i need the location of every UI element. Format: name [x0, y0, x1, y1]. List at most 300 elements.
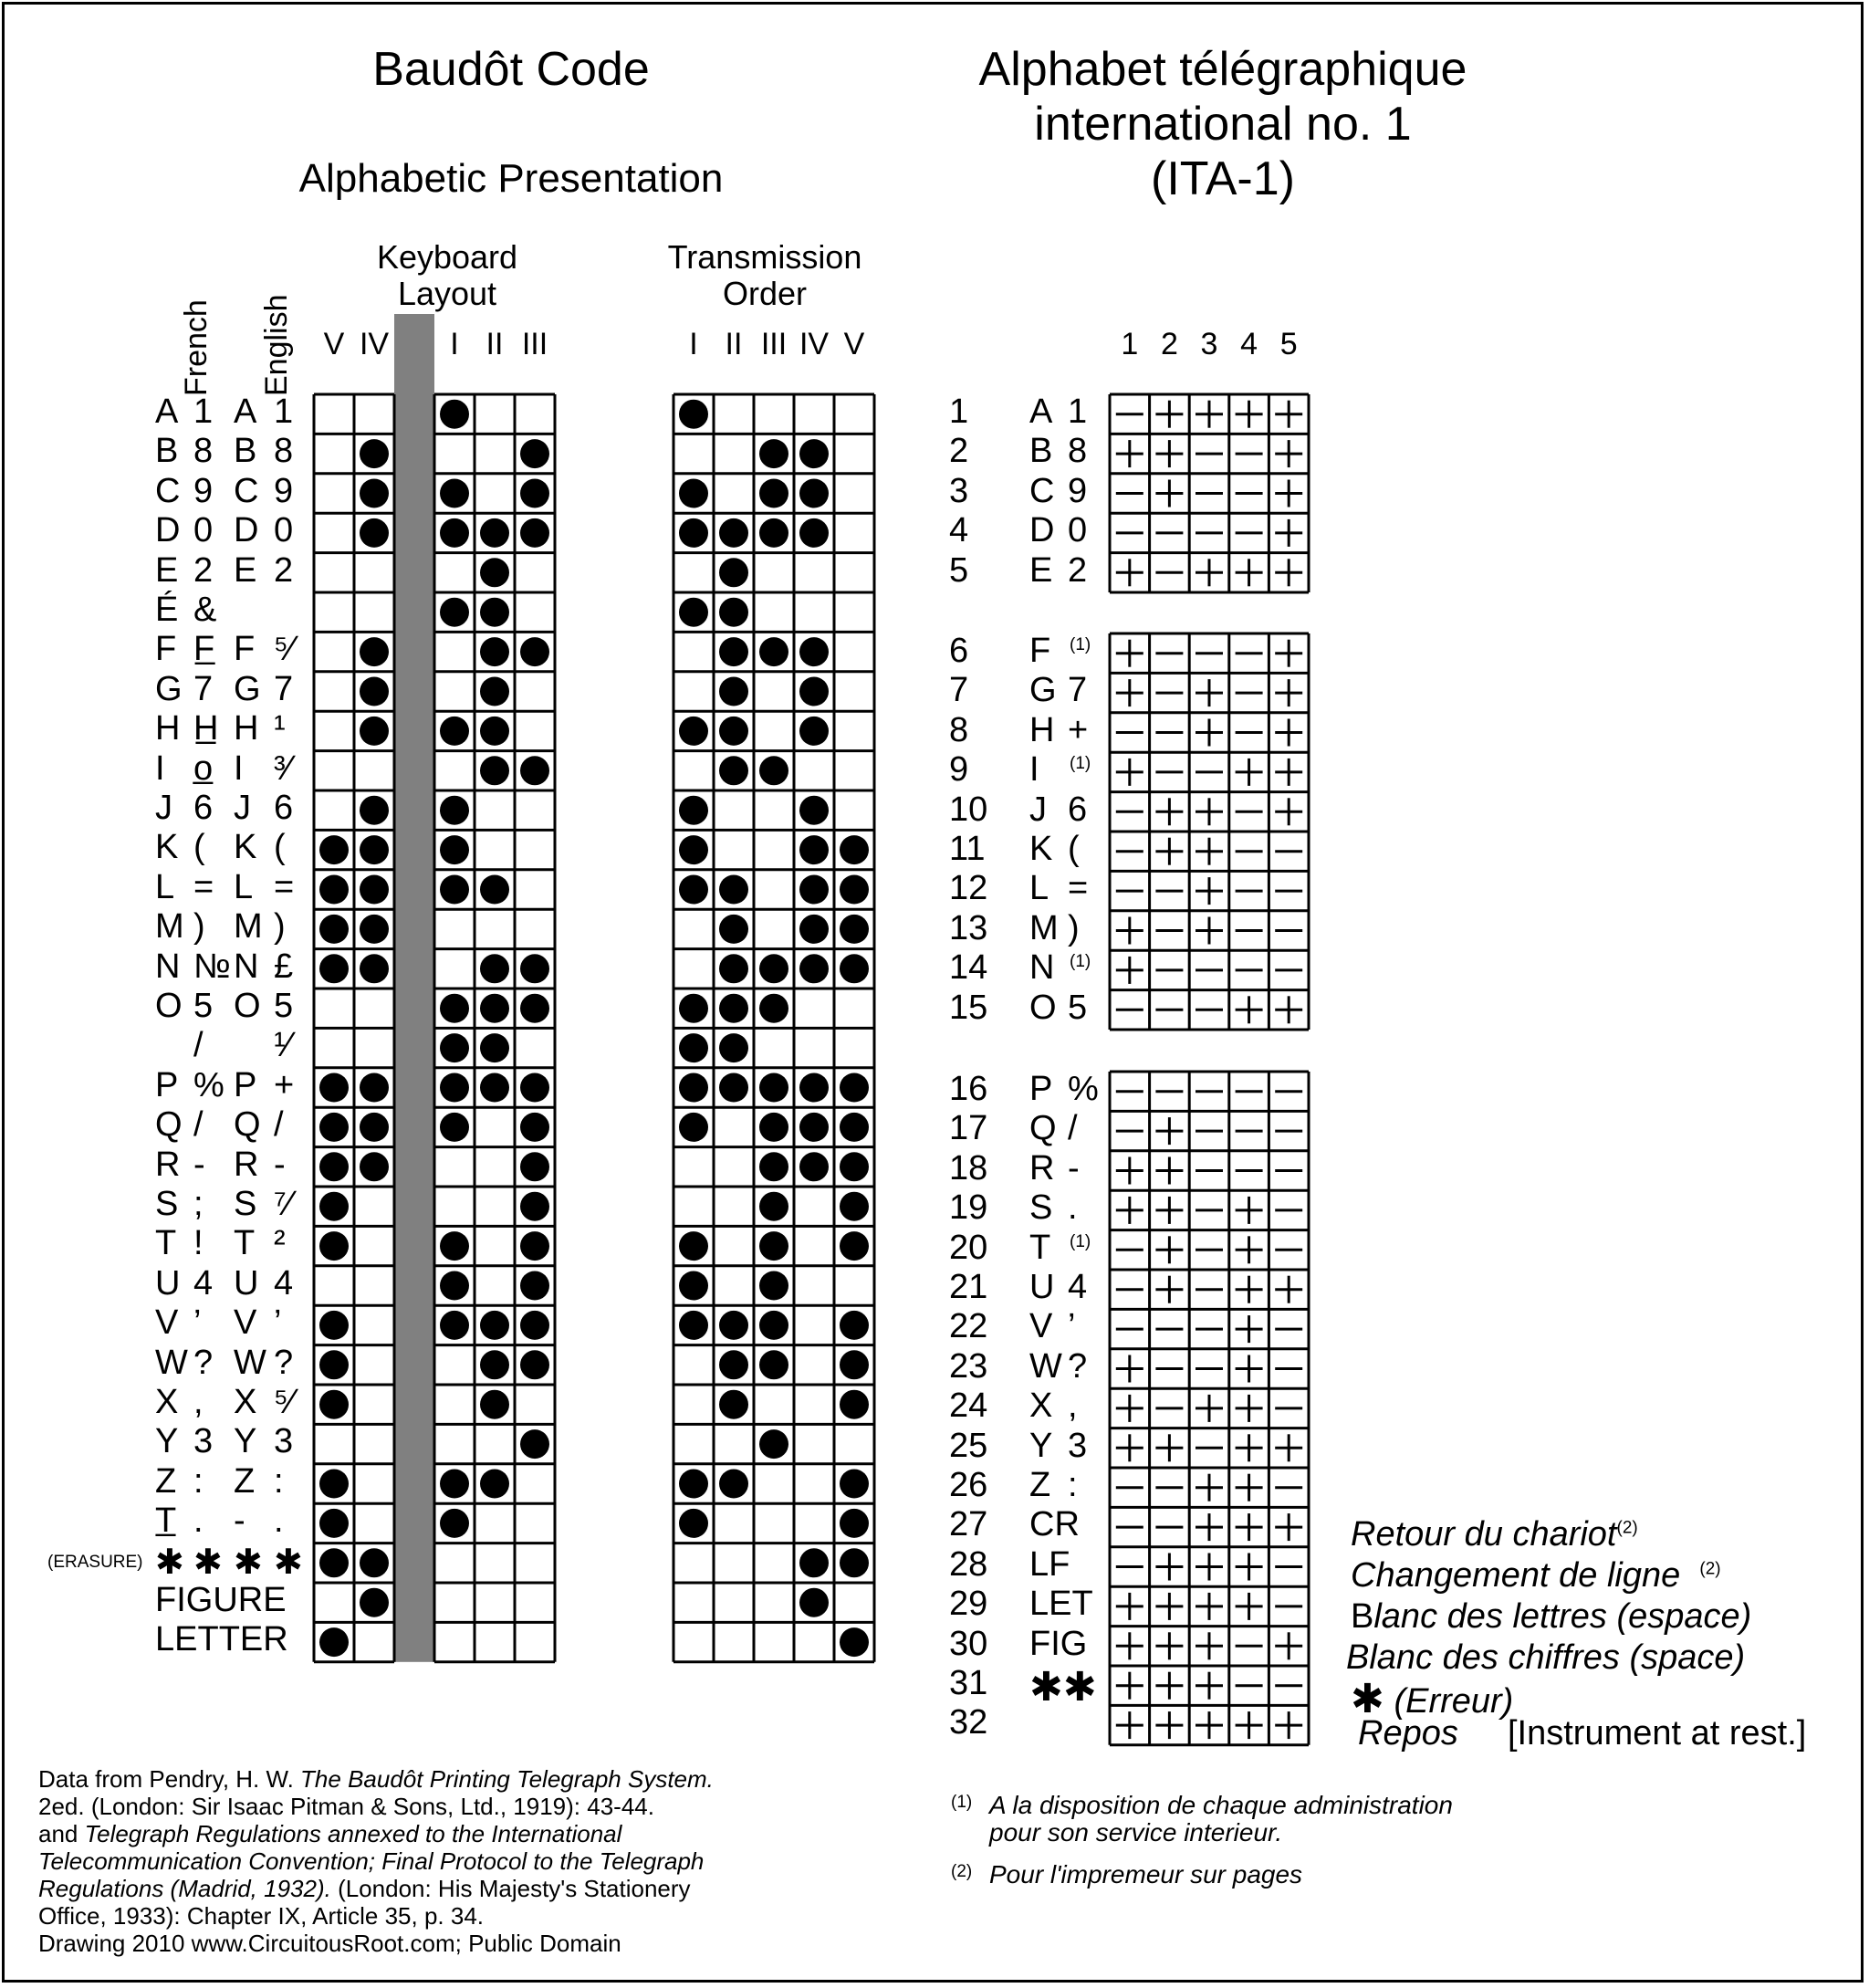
- french-letter: R: [155, 1145, 181, 1184]
- keyboard-hole-dot: [319, 1113, 349, 1142]
- english-letter: Q: [234, 1105, 261, 1145]
- ita-number: 32: [949, 1703, 988, 1742]
- ita-letter: X: [1029, 1386, 1053, 1426]
- keyboard-hole-dot: [440, 1231, 469, 1261]
- keyboard-hole-dot: [440, 1271, 469, 1301]
- french-figure: ;: [193, 1185, 204, 1223]
- french-figure: :: [193, 1461, 204, 1501]
- transmission-hole-dot: [759, 1073, 788, 1103]
- ita-letter: LET: [1029, 1585, 1093, 1624]
- keyboard-hole-dot: [480, 1311, 509, 1340]
- keyboard-hole-dot: [319, 1231, 349, 1261]
- transmission-hole-dot: [840, 1152, 869, 1181]
- transmission-hole-dot: [719, 637, 748, 666]
- ita-figure: -: [1068, 1148, 1080, 1188]
- keyboard-hole-dot: [360, 479, 389, 508]
- keyboard-col-label: IV: [359, 327, 390, 361]
- french-letter: F: [155, 630, 177, 669]
- keyboard-header-2: Layout: [397, 275, 497, 312]
- english-figure: 6: [274, 789, 294, 827]
- note-let-b: B: [1351, 1597, 1374, 1636]
- transmission-hole-dot: [719, 915, 748, 944]
- keyboard-hole-dot: [480, 756, 509, 785]
- transmission-hole-dot: [679, 1033, 708, 1062]
- english-letter: M: [234, 907, 263, 947]
- ita-number: 1: [949, 392, 969, 431]
- french-letter: U: [155, 1263, 181, 1303]
- english-figure: 0: [274, 511, 294, 550]
- transmission-hole-dot: [679, 1231, 708, 1261]
- french-letter: T: [155, 1224, 177, 1263]
- ita-letter: J: [1029, 790, 1047, 829]
- keyboard-hole-dot: [520, 1073, 549, 1103]
- english-letter: L: [234, 867, 254, 906]
- right-title-line1: Alphabet télégraphique: [978, 43, 1467, 96]
- french-figure: 4: [193, 1263, 214, 1303]
- transmission-hole-dot: [759, 1350, 788, 1379]
- ita-number: 12: [949, 869, 988, 908]
- keyboard-hole-dot: [319, 1073, 349, 1103]
- keyboard-hole-dot: [360, 1073, 389, 1103]
- transmission-col-label: IV: [799, 327, 830, 361]
- transmission-hole-dot: [840, 1192, 869, 1221]
- source-line-5a: Regulations (Madrid, 1932).: [38, 1875, 331, 1902]
- ita-figure: =: [1068, 869, 1089, 908]
- ita-number: 5: [949, 550, 969, 590]
- keyboard-hole-dot: [440, 835, 469, 864]
- footnote-2-text: Pour l'impremeur sur pages: [989, 1860, 1303, 1889]
- transmission-hole-dot: [719, 558, 748, 587]
- transmission-hole-dot: [759, 1113, 788, 1142]
- french-figure: ?: [193, 1343, 214, 1382]
- french-figure: 9: [193, 471, 214, 510]
- note-lf-sup: (2): [1699, 1559, 1721, 1579]
- french-figure: ,: [193, 1383, 204, 1421]
- ita-number: 18: [949, 1148, 988, 1188]
- transmission-hole-dot: [719, 1073, 748, 1103]
- french-figure: .: [193, 1501, 204, 1541]
- transmission-hole-dot: [679, 400, 708, 429]
- keyboard-hole-dot: [480, 637, 509, 666]
- ita-number: 25: [949, 1426, 988, 1465]
- transmission-hole-dot: [679, 1470, 708, 1499]
- transmission-hole-dot: [799, 717, 829, 746]
- transmission-hole-dot: [719, 598, 748, 627]
- keyboard-hole-dot: [360, 439, 389, 468]
- keyboard-gray-bar: [394, 314, 434, 1662]
- english-letter: I: [234, 748, 244, 788]
- english-letter: H: [234, 709, 259, 748]
- keyboard-hole-dot: [520, 518, 549, 548]
- keyboard-col-label: II: [486, 327, 504, 361]
- transmission-hole-dot: [799, 1588, 829, 1617]
- keyboard-col-label: V: [323, 327, 345, 361]
- ita-letter: N: [1029, 948, 1055, 988]
- transmission-hole-dot: [759, 1192, 788, 1221]
- french-letter: Z: [155, 1461, 177, 1501]
- shift-label: LETTER: [155, 1620, 288, 1659]
- keyboard-hole-dot: [480, 1350, 509, 1379]
- keyboard-hole-dot: [440, 1311, 469, 1340]
- ita-number: 4: [949, 511, 969, 550]
- keyboard-hole-dot: [480, 518, 509, 548]
- ita-footnote-ref: (1): [1070, 635, 1091, 654]
- english-letter: C: [234, 471, 259, 510]
- keyboard-hole-dot: [319, 954, 349, 983]
- english-figure: ): [274, 907, 286, 947]
- ita-letter: W: [1029, 1346, 1062, 1386]
- keyboard-hole-dot: [480, 677, 509, 706]
- english-figure: :: [274, 1461, 284, 1501]
- english-letter: E: [234, 550, 257, 590]
- ita-letter: E: [1029, 550, 1053, 590]
- keyboard-hole-dot: [440, 1113, 469, 1142]
- ita-figure: ): [1068, 908, 1080, 947]
- transmission-hole-dot: [679, 518, 708, 548]
- ita-number: 8: [949, 710, 969, 749]
- ita-col-label: 5: [1279, 327, 1298, 361]
- keyboard-header-1: Keyboard: [376, 238, 518, 276]
- transmission-hole-dot: [759, 479, 788, 508]
- english-letter: B: [234, 432, 257, 471]
- keyboard-hole-dot: [360, 1113, 389, 1142]
- keyboard-hole-dot: [319, 1350, 349, 1379]
- ita-number: 16: [949, 1070, 988, 1108]
- ita-figure: 6: [1068, 790, 1088, 829]
- transmission-hole-dot: [759, 954, 788, 983]
- ita-letter: ✱✱: [1029, 1665, 1097, 1710]
- transmission-hole-dot: [679, 1073, 708, 1103]
- french-figure: &: [193, 591, 217, 629]
- note-repos: Repos: [1358, 1714, 1458, 1753]
- shift-label: FIGURE: [155, 1581, 287, 1619]
- erreur-star-icon: ✱: [1351, 1677, 1384, 1721]
- keyboard-hole-dot: [319, 1192, 349, 1221]
- ita-letter: G: [1029, 671, 1057, 710]
- transmission-hole-dot: [759, 1311, 788, 1340]
- french-figure: 6: [193, 789, 214, 827]
- english-header: English: [259, 294, 294, 396]
- transmission-hole-dot: [719, 677, 748, 706]
- transmission-hole-dot: [799, 677, 829, 706]
- keyboard-hole-dot: [440, 994, 469, 1023]
- french-figure: %: [193, 1065, 224, 1104]
- transmission-hole-dot: [840, 1231, 869, 1261]
- keyboard-hole-dot: [319, 1152, 349, 1181]
- transmission-hole-dot: [719, 1470, 748, 1499]
- ita-col-label: 4: [1240, 327, 1258, 361]
- ita-number: 24: [949, 1386, 988, 1426]
- keyboard-hole-dot: [480, 994, 509, 1023]
- ita-col-label: 1: [1121, 327, 1139, 361]
- french-letter: H: [155, 709, 181, 748]
- transmission-col-label: I: [689, 327, 698, 361]
- keyboard-hole-dot: [360, 677, 389, 706]
- transmission-hole-dot: [759, 518, 788, 548]
- transmission-hole-dot: [679, 598, 708, 627]
- ita-letter: LF: [1029, 1544, 1070, 1584]
- french-letter: P: [155, 1065, 179, 1104]
- transmission-hole-dot: [840, 1311, 869, 1340]
- english-letter: W: [234, 1343, 266, 1382]
- transmission-hole-dot: [840, 835, 869, 864]
- french-letter: O: [155, 987, 183, 1025]
- english-figure: 5: [274, 987, 294, 1025]
- keyboard-hole-dot: [480, 1470, 509, 1499]
- source-line-4: Telecommunication Convention; Final Protocol to the Telegraph: [38, 1847, 705, 1875]
- ita-figure: 4: [1068, 1268, 1088, 1306]
- keyboard-hole-dot: [520, 1311, 549, 1340]
- english-figure: ?: [274, 1343, 294, 1382]
- note-cr-text: Retour du chariot: [1351, 1515, 1617, 1554]
- english-figure: =: [274, 867, 295, 906]
- transmission-hole-dot: [799, 954, 829, 983]
- keyboard-hole-dot: [319, 1470, 349, 1499]
- ita-figure: 9: [1068, 471, 1088, 510]
- ita-figure: :: [1068, 1466, 1078, 1504]
- french-letter: A: [155, 392, 179, 431]
- english-figure: ’: [274, 1303, 282, 1343]
- keyboard-hole-dot: [520, 439, 549, 468]
- ita-letter: Z: [1029, 1466, 1051, 1504]
- transmission-hole-dot: [679, 875, 708, 905]
- transmission-hole-dot: [840, 1390, 869, 1419]
- ita-figure: ’: [1068, 1307, 1076, 1346]
- keyboard-hole-dot: [440, 875, 469, 905]
- transmission-hole-dot: [679, 994, 708, 1023]
- transmission-hole-dot: [759, 756, 788, 785]
- ita-letter: P: [1029, 1070, 1053, 1108]
- transmission-hole-dot: [719, 1390, 748, 1419]
- ita-number: 29: [949, 1585, 988, 1624]
- keyboard-hole-dot: [480, 875, 509, 905]
- keyboard-hole-dot: [520, 756, 549, 785]
- ita-number: 2: [949, 432, 969, 471]
- ita-letter: S: [1029, 1188, 1053, 1228]
- english-figure: 3: [274, 1422, 294, 1461]
- ita-letter: C: [1029, 471, 1055, 510]
- french-figure: /: [193, 1026, 204, 1065]
- ita-figure: ,: [1068, 1386, 1078, 1426]
- keyboard-hole-dot: [520, 1152, 549, 1181]
- transmission-hole-dot: [759, 994, 788, 1023]
- english-letter: R: [234, 1145, 259, 1184]
- french-figure: o̲: [193, 748, 214, 788]
- keyboard-hole-dot: [360, 1588, 389, 1617]
- note-cr: [1351, 1515, 1638, 1554]
- english-figure: -: [274, 1145, 286, 1184]
- transmission-hole-dot: [679, 479, 708, 508]
- transmission-hole-dot: [679, 1113, 708, 1142]
- source-line-1: [38, 1765, 714, 1793]
- english-letter: O: [234, 987, 261, 1025]
- english-figure: 2: [274, 550, 294, 590]
- transmission-hole-dot: [840, 1113, 869, 1142]
- english-letter: K: [234, 828, 257, 867]
- transmission-hole-dot: [719, 994, 748, 1023]
- ita-letter: M: [1029, 908, 1059, 947]
- transmission-hole-dot: [799, 1152, 829, 1181]
- keyboard-hole-dot: [360, 1152, 389, 1181]
- ita-letter: L: [1029, 869, 1049, 908]
- transmission-hole-dot: [679, 717, 708, 746]
- keyboard-hole-dot: [319, 835, 349, 864]
- french-figure: =: [193, 867, 214, 906]
- french-letter: G: [155, 669, 183, 708]
- note-let: [1351, 1597, 1751, 1637]
- french-figure: ✱: [193, 1543, 223, 1582]
- ita-letter: H: [1029, 710, 1055, 749]
- keyboard-hole-dot: [480, 1390, 509, 1419]
- transmission-hole-dot: [799, 439, 829, 468]
- english-letter: X: [234, 1383, 257, 1421]
- ita-number: 15: [949, 988, 988, 1027]
- french-figure: /: [193, 1105, 204, 1145]
- transmission-col-label: II: [725, 327, 743, 361]
- french-figure: №: [193, 947, 231, 986]
- english-figure: ¹⁄: [274, 1026, 291, 1065]
- french-letter: L: [155, 867, 175, 906]
- ita-number: 9: [949, 750, 969, 790]
- french-figure: 5: [193, 987, 214, 1025]
- english-figure: /: [274, 1105, 284, 1145]
- source-line-1b: The Baudôt Printing Telegraph System.: [300, 1765, 714, 1793]
- english-letter: T: [234, 1224, 256, 1263]
- transmission-hole-dot: [840, 1350, 869, 1379]
- left-subtitle: Alphabetic Presentation: [298, 156, 724, 201]
- transmission-hole-dot: [840, 1548, 869, 1577]
- english-figure: ¹: [274, 709, 286, 748]
- transmission-header-2: Order: [722, 275, 808, 312]
- ita-letter: Y: [1029, 1426, 1053, 1465]
- english-figure: 1: [274, 392, 294, 431]
- ita-number: 17: [949, 1109, 988, 1148]
- ita-letter: O: [1029, 988, 1057, 1027]
- keyboard-hole-dot: [360, 637, 389, 666]
- english-letter: ✱: [234, 1543, 263, 1582]
- transmission-hole-dot: [719, 1033, 748, 1062]
- keyboard-hole-dot: [440, 1033, 469, 1062]
- note-let-text: lanc des lettres (espace): [1373, 1597, 1752, 1636]
- english-letter: D: [234, 511, 259, 550]
- transmission-hole-dot: [759, 1429, 788, 1459]
- english-letter: A: [234, 392, 257, 431]
- left-title: Baudôt Code: [372, 43, 650, 96]
- keyboard-hole-dot: [360, 875, 389, 905]
- transmission-hole-dot: [799, 915, 829, 944]
- ita-letter: B: [1029, 432, 1053, 471]
- french-figure: 0: [193, 511, 214, 550]
- note-erreur-text: (Erreur): [1394, 1682, 1514, 1721]
- footnote-1-mark: (1): [951, 1793, 973, 1812]
- french-letter: K: [155, 828, 179, 867]
- transmission-hole-dot: [719, 518, 748, 548]
- transmission-hole-dot: [719, 756, 748, 785]
- ita-figure: %: [1068, 1070, 1099, 1108]
- french-letter: Q: [155, 1105, 183, 1145]
- ita-letter: K: [1029, 830, 1053, 868]
- keyboard-hole-dot: [480, 558, 509, 587]
- transmission-col-label: III: [760, 327, 788, 361]
- keyboard-hole-dot: [360, 1548, 389, 1577]
- keyboard-hole-dot: [360, 835, 389, 864]
- keyboard-hole-dot: [360, 717, 389, 746]
- french-letter: E: [155, 550, 179, 590]
- english-figure: £: [274, 947, 294, 986]
- ita-letter: CR: [1029, 1505, 1080, 1544]
- footnote-1-line2: pour son service interieur.: [989, 1818, 1283, 1847]
- french-letter: S: [155, 1185, 179, 1223]
- french-letter: Y: [155, 1422, 179, 1461]
- french-figure: 7: [193, 669, 214, 708]
- ita-figure: 7: [1068, 671, 1088, 710]
- keyboard-hole-dot: [440, 796, 469, 825]
- transmission-hole-dot: [840, 954, 869, 983]
- transmission-hole-dot: [799, 796, 829, 825]
- source-line-3b: Telegraph Regulations annexed to the International: [84, 1820, 622, 1847]
- source-line-7: Drawing 2010 www.CircuitousRoot.com; Public Domain: [38, 1930, 621, 1957]
- transmission-header-1: Transmission: [667, 238, 862, 276]
- transmission-hole-dot: [799, 637, 829, 666]
- french-figure: H̲: [193, 709, 219, 748]
- right-title-line2: international no. 1: [1034, 98, 1412, 151]
- ita-letter: V: [1029, 1307, 1053, 1346]
- english-letter: V: [234, 1303, 257, 1343]
- english-figure: ⁵⁄: [274, 1383, 295, 1421]
- footnote-1-line1: A la disposition de chaque administration: [989, 1791, 1453, 1819]
- transmission-hole-dot: [759, 1231, 788, 1261]
- french-letter: X: [155, 1383, 179, 1421]
- transmission-hole-dot: [799, 518, 829, 548]
- english-letter: -: [234, 1501, 245, 1541]
- ita-number: 7: [949, 671, 969, 710]
- ita-figure: 1: [1068, 392, 1088, 431]
- ita-figure: 0: [1068, 511, 1088, 550]
- keyboard-hole-dot: [480, 1073, 509, 1103]
- ita-number: 11: [949, 830, 986, 868]
- transmission-hole-dot: [719, 1350, 748, 1379]
- keyboard-hole-dot: [319, 1548, 349, 1577]
- french-letter: ✱: [155, 1543, 184, 1582]
- french-letter: N: [155, 947, 181, 986]
- erasure-label: (ERASURE): [47, 1552, 143, 1572]
- transmission-hole-dot: [799, 1113, 829, 1142]
- english-figure: ³⁄: [274, 748, 291, 788]
- keyboard-hole-dot: [319, 915, 349, 944]
- ita-letter: F: [1029, 632, 1051, 670]
- english-figure: ✱: [274, 1543, 303, 1582]
- transmission-hole-dot: [840, 875, 869, 905]
- french-figure: 1: [193, 392, 214, 431]
- transmission-hole-dot: [719, 875, 748, 905]
- transmission-hole-dot: [840, 915, 869, 944]
- note-fig: Blanc des chiffres (space): [1346, 1638, 1746, 1677]
- french-figure: 3: [193, 1422, 214, 1461]
- transmission-hole-dot: [799, 1073, 829, 1103]
- french-figure: 2: [193, 550, 214, 590]
- english-figure: +: [274, 1065, 295, 1104]
- ita-figure: (: [1068, 830, 1080, 868]
- ita-letter: T: [1029, 1228, 1051, 1267]
- english-figure: 4: [274, 1263, 294, 1303]
- keyboard-hole-dot: [520, 1192, 549, 1221]
- transmission-hole-dot: [799, 875, 829, 905]
- ita-number: 23: [949, 1346, 988, 1386]
- transmission-col-label: V: [843, 327, 865, 361]
- english-letter: P: [234, 1065, 257, 1104]
- ita-number: 13: [949, 908, 988, 947]
- ita-number: 26: [949, 1466, 988, 1504]
